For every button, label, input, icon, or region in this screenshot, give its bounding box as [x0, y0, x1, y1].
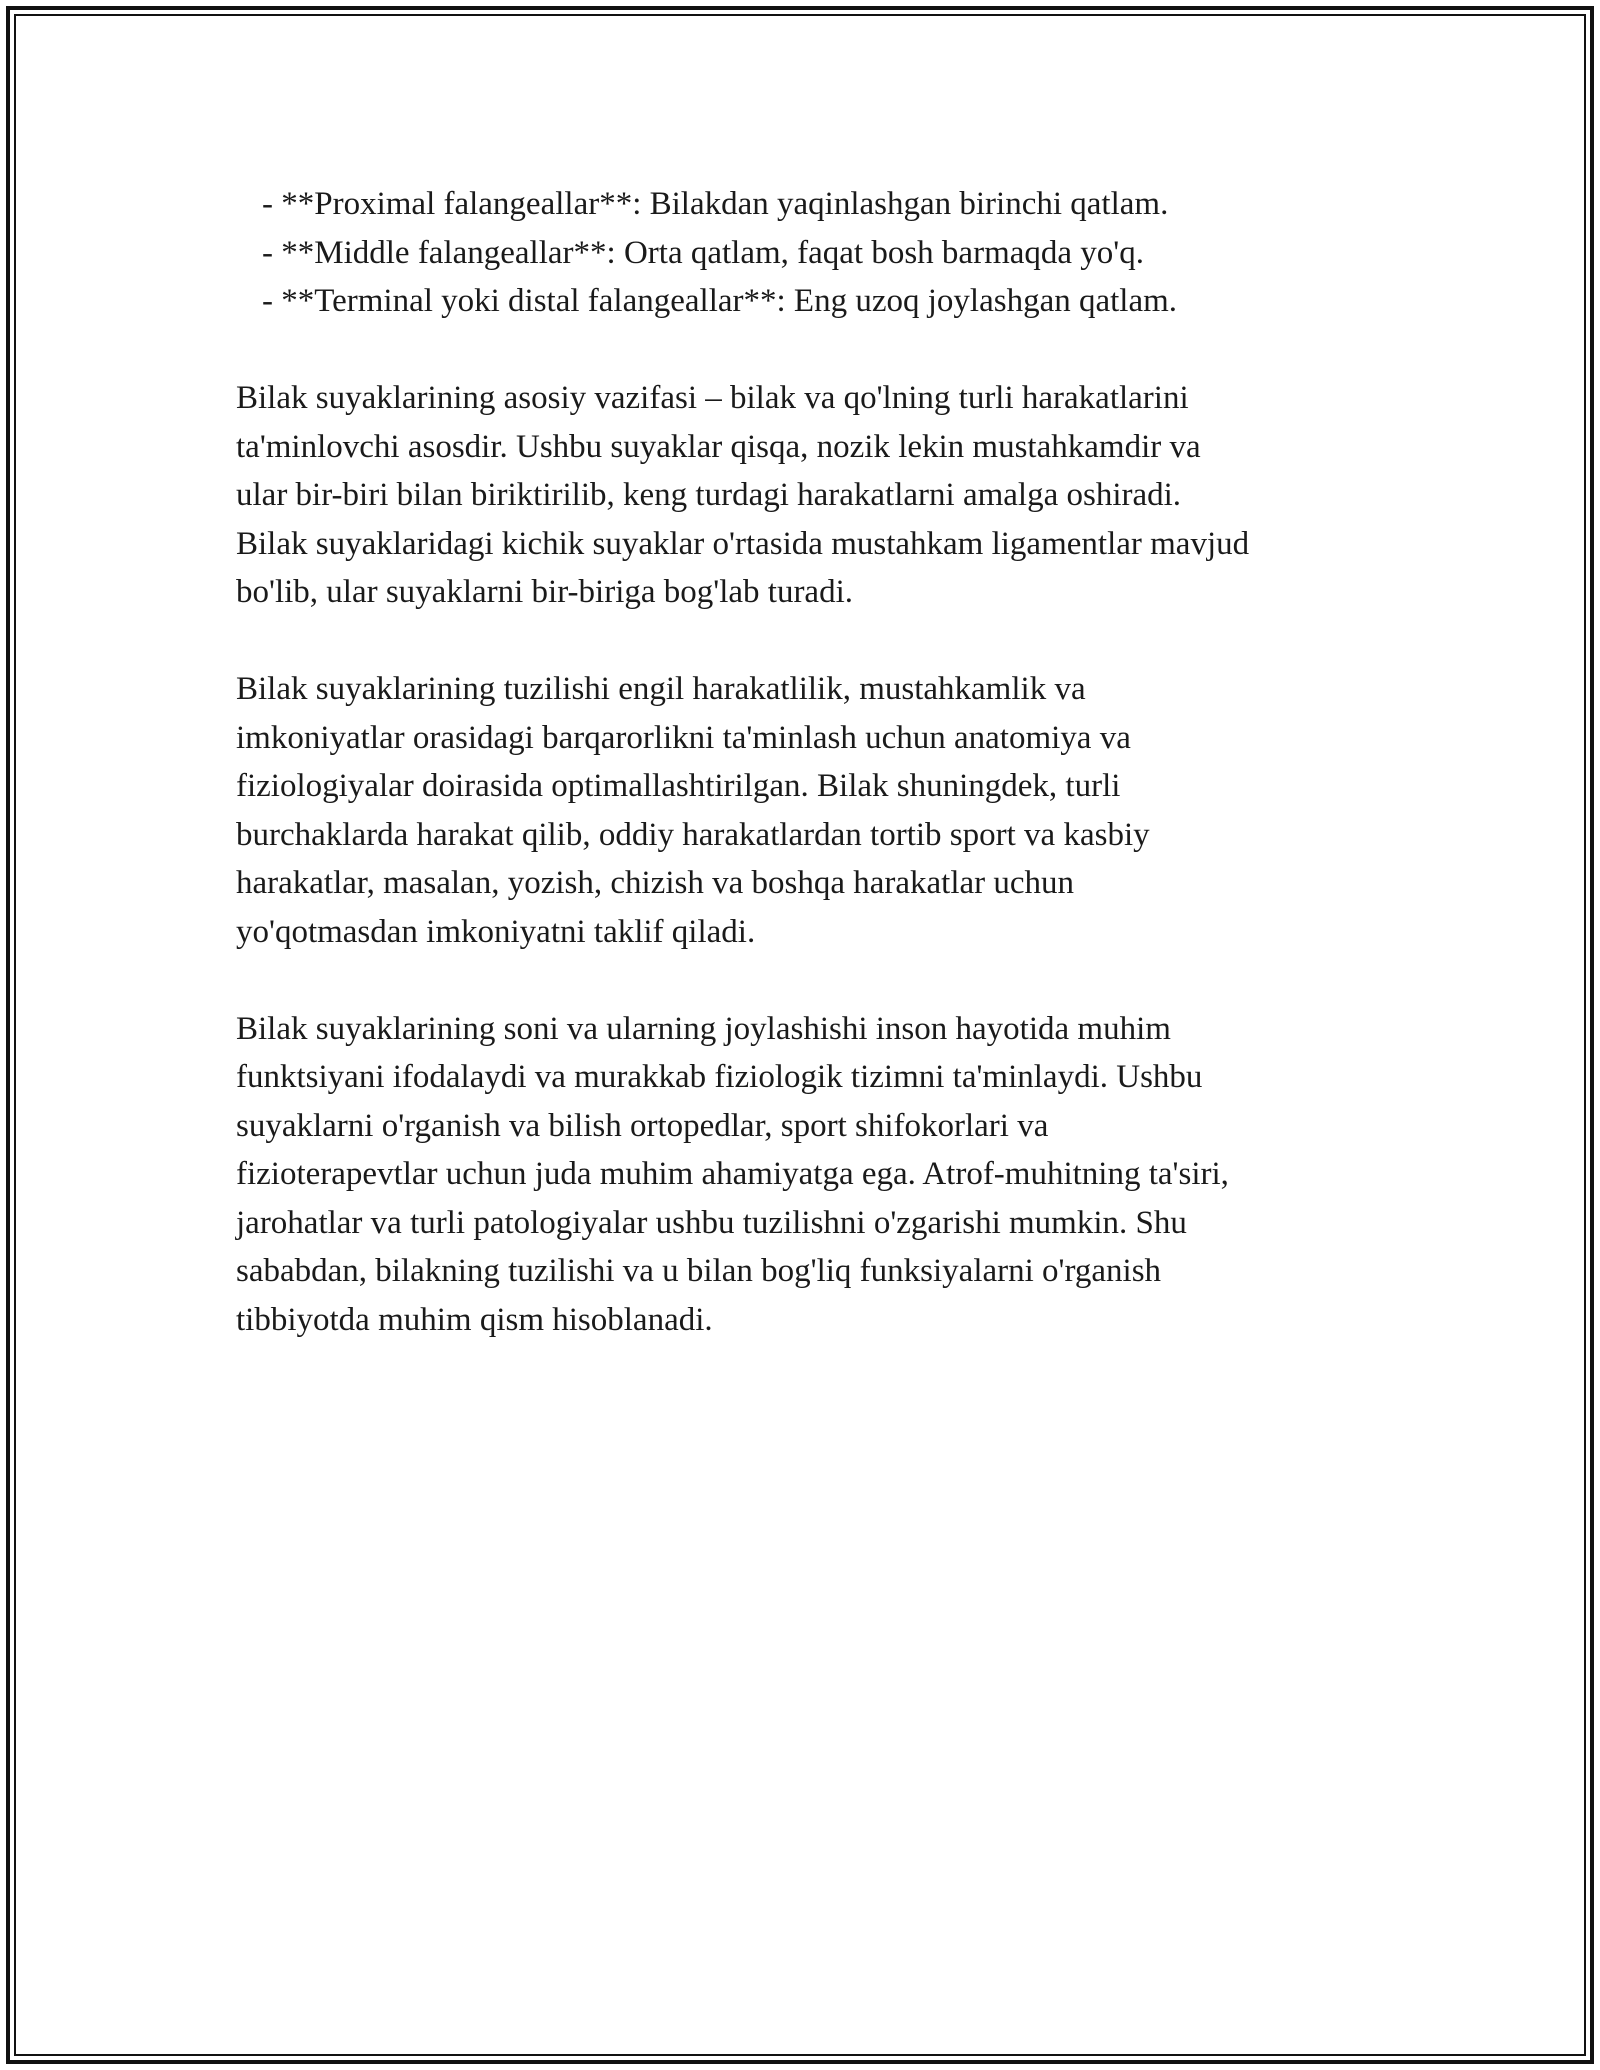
text-line: Bilak suyaklarining tuzilishi engil harakatlilik, mustahkamlik va [236, 671, 1086, 707]
text-line: Bilak suyaklaridagi kichik suyaklar o'rtasida mustahkam ligamentlar mavjud [236, 525, 1250, 562]
document-body [236, 180, 1376, 1344]
text-line: Bilak suyaklarining asosiy vazifasi – bilak va qo'lning turli harakatlarini [236, 380, 1189, 416]
paragraph-structure [236, 665, 1376, 956]
text-line: ular bir-biri bilan biriktirilib, keng turdagi harakatlarni amalga oshiradi. [236, 477, 1182, 513]
text-line: jarohatlar va turli patologiyalar ushbu tuzilishni o'zgarishi mumkin. Shu [236, 1204, 1187, 1241]
text-line: Bilak suyaklarining soni va ularning joylashishi inson hayotida muhim [236, 1010, 1171, 1047]
text-line: sababdan, bilakning tuzilishi va u bilan bog'liq funksiyalarni o'rganish [236, 1253, 1162, 1289]
list-item: - **Terminal yoki distal falangeallar**: Eng uzoq joylashgan qatlam. [262, 283, 1178, 319]
text-line: harakatlar, masalan, yozish, chizish va boshqa harakatlar uchun [236, 865, 1075, 901]
text-line: funktsiyani ifodalaydi va murakkab fiziologik tizimni ta'minlaydi. Ushbu [236, 1059, 1203, 1095]
paragraph-function [236, 374, 1376, 617]
text-line: tibbiyotda muhim qism hisoblanadi. [236, 1301, 713, 1338]
paragraph-spacer [236, 956, 1376, 1005]
text-line: ta'minlovchi asosdir. Ushbu suyaklar qisqa, nozik lekin mustahkamdir va [236, 428, 1201, 465]
text-line: bo'lib, ular suyaklarni bir-biriga bog'lab turadi. [236, 574, 853, 610]
phalanges-list [236, 180, 1376, 326]
paragraph-importance [236, 1005, 1376, 1345]
text-line: imkoniyatlar orasidagi barqarorlikni ta'minlash uchun anatomiya va [236, 719, 1131, 756]
text-line: fiziologiyalar doirasida optimallashtirilgan. Bilak shuningdek, turli [236, 768, 1121, 804]
paragraph-spacer [236, 326, 1376, 375]
paragraph-spacer [236, 617, 1376, 666]
text-line: yo'qotmasdan imkoniyatni taklif qiladi. [236, 913, 756, 950]
list-item: - **Middle falangeallar**: Orta qatlam, faqat bosh barmaqda yo'q. [262, 234, 1144, 271]
text-line: burchaklarda harakat qilib, oddiy harakatlardan tortib sport va kasbiy [236, 816, 1150, 853]
text-line: fizioterapevtlar uchun juda muhim ahamiyatga ega. Atrof-muhitning ta'siri, [236, 1156, 1229, 1192]
list-item: - **Proximal falangeallar**: Bilakdan yaqinlashgan birinchi qatlam. [262, 186, 1169, 222]
text-line: suyaklarni o'rganish va bilish ortopedlar, sport shifokorlari va [236, 1107, 1049, 1144]
